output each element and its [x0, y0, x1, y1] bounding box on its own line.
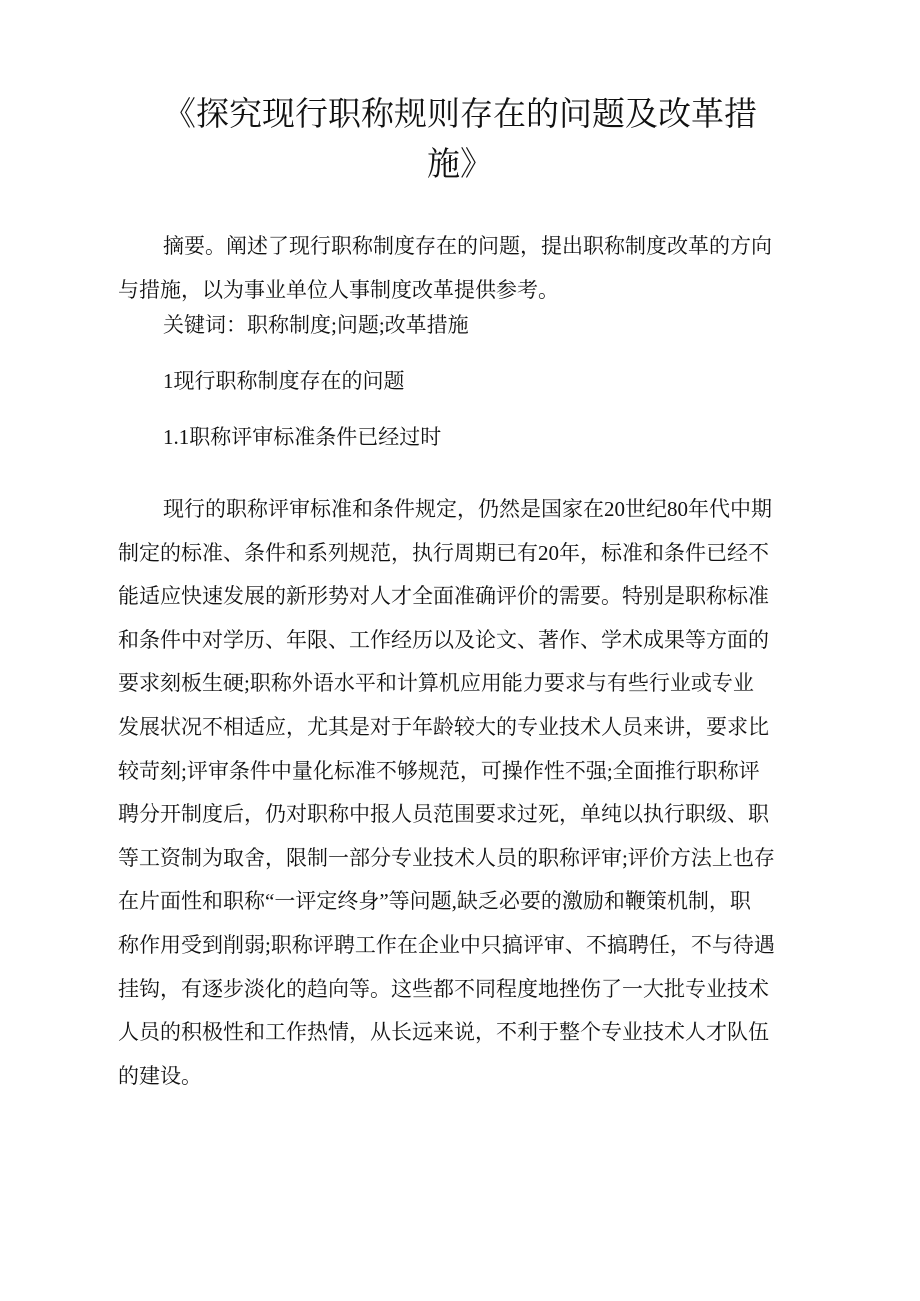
paragraph-line: 现行的职称评审标准和条件规定，仍然是国家在20世纪80年代中期: [163, 497, 772, 521]
paragraph-line: 挂钩，有逐步淡化的趋向等。这些都不同程度地挫伤了一大批专业技术: [118, 976, 769, 1001]
paragraph-line: 要求刻板生硬;职称外语水平和计算机应用能力要求与有些行业或专业: [118, 671, 754, 696]
abstract-line-1: 摘要。阐述了现行职称制度存在的问题，提出职称制度改革的方向: [163, 234, 772, 258]
paragraph-line: 发展状况不相适应，尤其是对于年龄较大的专业技术人员来讲，要求比: [118, 715, 769, 739]
paragraph-line: 在片面性和职称“一评定终身”等问题,缺乏必要的激励和鞭策机制，职: [118, 889, 751, 914]
paragraph-line: 等工资制为取舍，限制一部分专业技术人员的职称评审;评价方法上也存: [118, 845, 775, 870]
paragraph-line: 能适应快速发展的新形势对人才全面准确评价的需要。特别是职称标准: [118, 584, 769, 609]
paragraph-line: 人员的积极性和工作热情，从长远来说，不利于整个专业技术人才队伍: [118, 1020, 769, 1045]
keywords: 关键词：职称制度;问题;改革措施: [163, 313, 469, 337]
paragraph-line: 和条件中对学历、年限、工作经历以及论文、著作、学术成果等方面的: [118, 627, 769, 652]
document-title-line-2: 施》: [427, 147, 493, 183]
paragraph-line: 聘分开制度后，仍对职称中报人员范围要求过死，单纯以执行职级、职: [118, 802, 769, 827]
paragraph-line: 较苛刻;评审条件中量化标准不够规范，可操作性不强;全面推行职称评: [118, 758, 760, 783]
document-title-line-1: 《探究现行职称规则存在的问题及改革措: [163, 97, 757, 133]
paragraph-line: 称作用受到削弱;职称评聘工作在企业中只搞评审、不搞聘任，不与待遇: [118, 933, 775, 957]
subsection-heading: 1.1职称评审标准条件已经过时: [163, 425, 442, 449]
section-heading: 1现行职称制度存在的问题: [163, 369, 405, 393]
paragraph-line: 制定的标准、条件和系列规范，执行周期已有20年，标准和条件已经不: [118, 540, 769, 565]
paragraph-line: 的建设。: [118, 1063, 202, 1088]
abstract-line-2: 与措施，以为事业单位人事制度改革提供参考。: [118, 278, 559, 302]
